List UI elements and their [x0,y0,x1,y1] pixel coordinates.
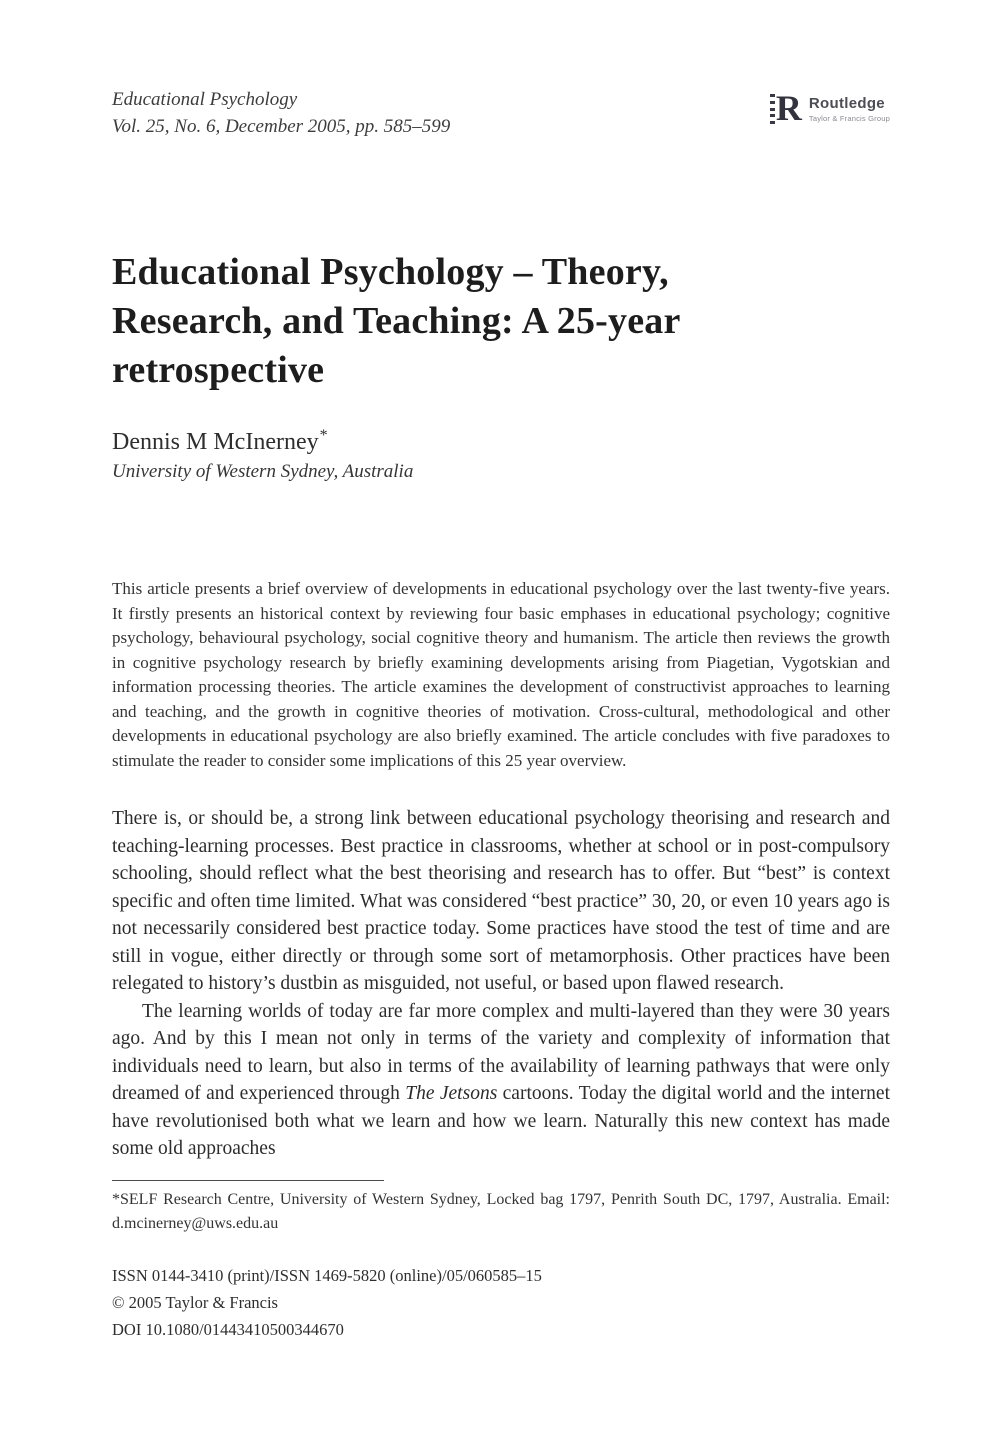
footnote-body: SELF Research Centre, University of Western Sydney, Locked bag 1797, Penrith South DC, 1797, Australia. Email: d.mcinerney@uws.edu.au [112,1190,890,1232]
logo-text [809,95,890,123]
abstract-paragraph: This article presents a brief overview of developments in educational psychology over the last twenty-five years. It firstly presents an historical context by reviewing four basic emphases in educational psychology; cognitive psychology, behavioural psychology, social cognitive theory and humanism. The article then reviews the growth in cognitive psychology research by briefly examining developments arising from Piagetian, Vygotskian and information processing theories. The article examines the development of constructivist approaches to learning and teaching, and the growth in cognitive theories of motivation. Cross-cultural, methodological and other developments in educational psychology are also briefly examined. The article concludes with five paradoxes to stimulate the reader to consider some implications of this 25 year overview. [112,579,890,770]
body-paragraph-2 [112,998,890,1163]
author-block [112,429,890,483]
footnote-marker: * [112,1190,120,1208]
article-body [112,805,890,1163]
journal-issue-line: Vol. 25, No. 6, December 2005, pp. 585–599 [112,116,451,137]
author-affiliation: University of Western Sydney, Australia [112,461,414,482]
article-title-line-2: Research, and Teaching: A 25-year [112,300,681,342]
publisher-tagline: Taylor & Francis Group [808,114,890,123]
journal-name: Educational Psychology [112,89,298,110]
publisher-name: Routledge [808,95,885,112]
logo-spine-bars-icon [770,94,775,124]
body-paragraph-2-continuation: cartoons. Today the digital world and the internet have revolutionised both what we learn and how we learn. Naturally this new context has made some old approaches [112,1083,890,1159]
body-paragraph-2-italic-title: The Jetsons [405,1083,498,1104]
imprint-block [112,1262,890,1343]
doi-line: DOI 10.1080/01443410500344670 [112,1319,344,1339]
footnote-text [112,1188,890,1236]
article-title-line-3: retrospective [112,349,325,391]
issn-line: ISSN 0144-3410 (print)/ISSN 1469-5820 (online)/05/060585–15 [112,1265,542,1285]
routledge-r-icon [770,90,802,126]
footnote-block [112,1180,890,1236]
footnote-divider [112,1180,384,1181]
journal-info [112,86,450,140]
body-paragraph-2-text: The learning worlds of today are far more complex and multi-layered than they were 30 years ago. And by this I mean not only in terms of the variety and complexity of information that individuals need to learn, but also in terms of the availability of learning pathways that were only dreamed of and experienced through [112,1000,890,1104]
routledge-logo [770,90,890,126]
copyright-line: © 2005 Taylor & Francis [112,1292,278,1312]
article-title-line-1: Educational Psychology – Theory, [112,251,669,293]
author-footnote-marker: * [319,427,328,444]
logo-letter: R [775,88,802,128]
body-paragraph-1: There is, or should be, a strong link between educational psychology theorising and research and teaching-learning processes. Best practice in classrooms, whether at school or in post-compulsory schooling, should reflect what the best theorising and research has to offer. But “best” is context specific and often time limited. What was considered “best practice” 30, 20, or even 10 years ago is not necessarily considered best practice today. Some practices have stood the test of time and are still in vogue, either directly or through some sort of metamorphosis. Other practices have been relegated to history’s dustbin as misguided, not useful, or based upon flawed research. [112,808,890,994]
page-header [112,86,890,140]
author-line [112,429,890,456]
author-name: Dennis M McInerney [112,429,319,455]
article-title [112,248,890,395]
